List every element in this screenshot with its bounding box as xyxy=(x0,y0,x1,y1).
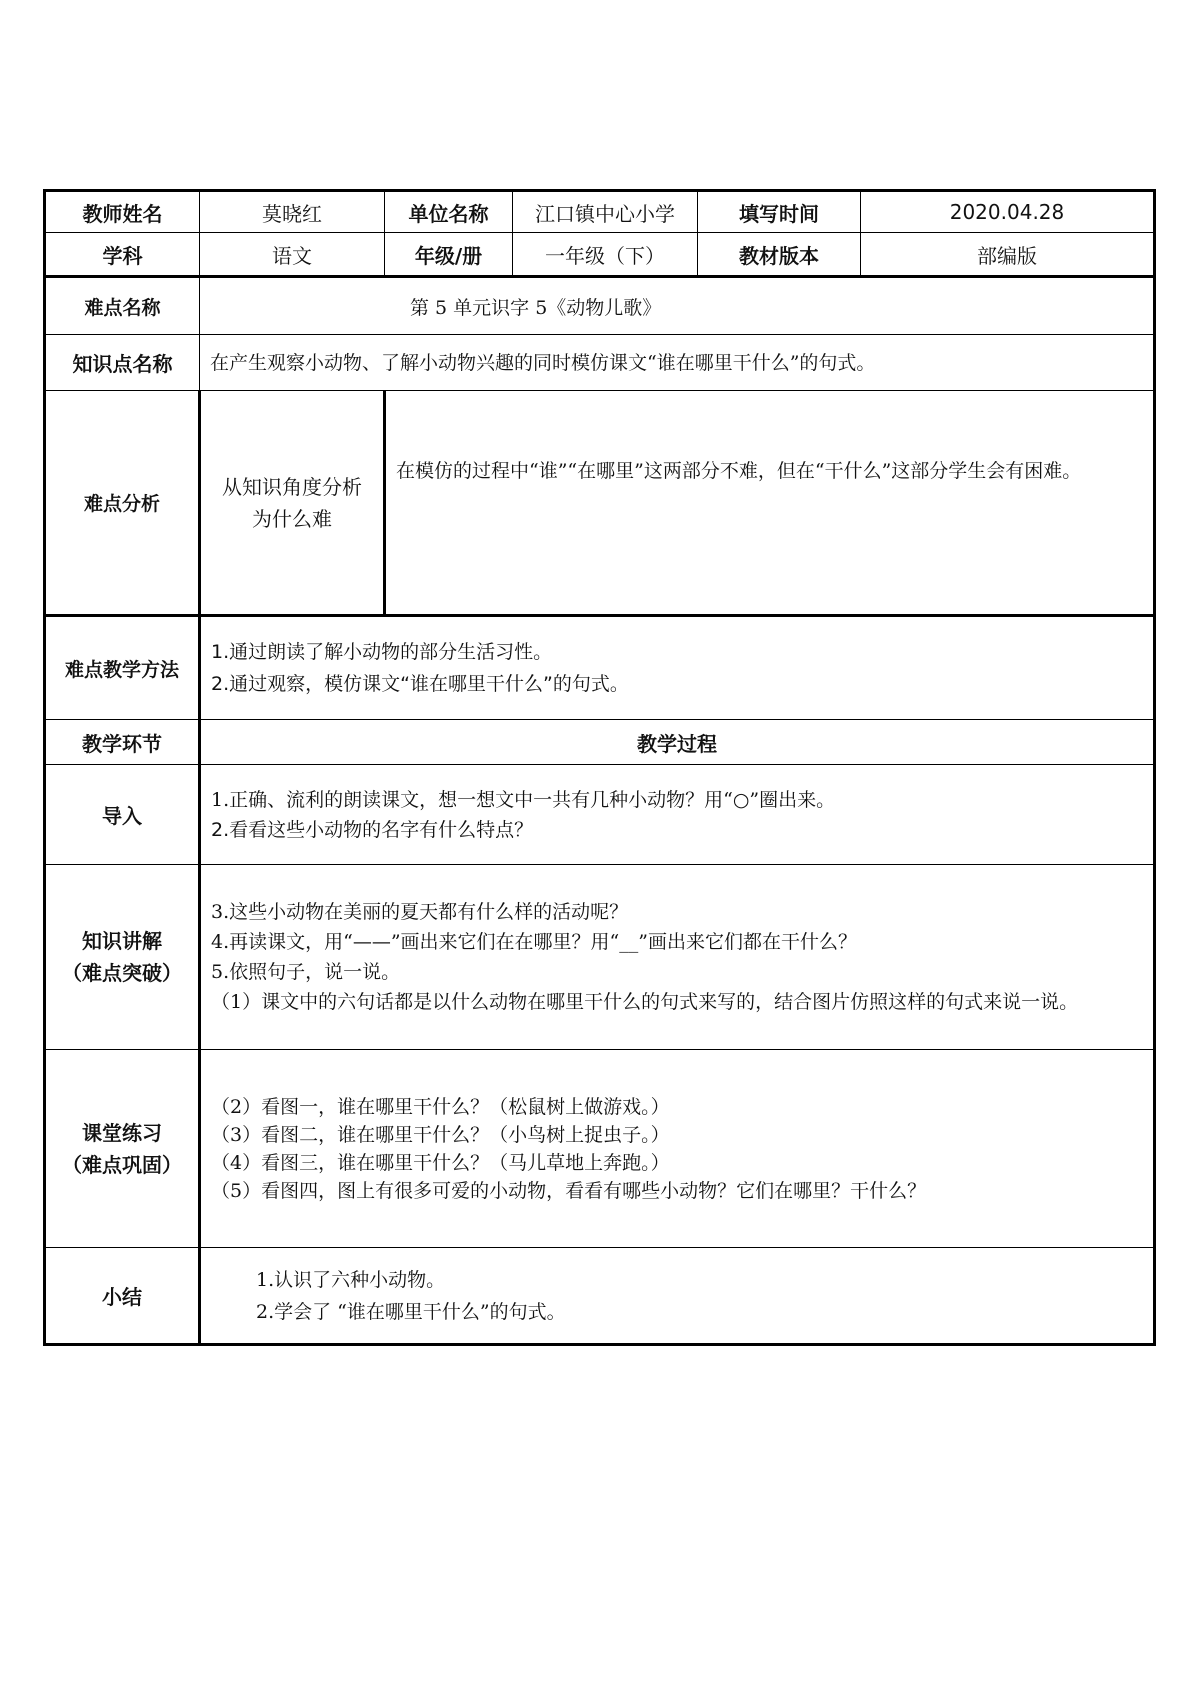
method-line-1: 1.通过朗读了解小动物的部分生活习性。 xyxy=(211,641,553,663)
analysis-label: 难点分析 xyxy=(45,391,200,616)
explain-row xyxy=(45,865,1155,1050)
teacher-value: 莫晓红 xyxy=(200,191,385,233)
intro-cell xyxy=(200,765,1155,865)
date-label: 填写时间 xyxy=(698,191,861,233)
summary-row xyxy=(45,1248,1155,1345)
method-row xyxy=(45,616,1155,720)
practice-label-1: 课堂练习 xyxy=(82,1120,162,1145)
knowledge-value: 在产生观察小动物、了解小动物兴趣的同时模仿课文“谁在哪里干什么”的句式。 xyxy=(200,335,1155,391)
unit-label: 单位名称 xyxy=(385,191,513,233)
explain-line-1: 3.这些小动物在美丽的夏天都有什么样的活动呢？ xyxy=(211,901,629,923)
teacher-label: 教师姓名 xyxy=(45,191,200,233)
method-line-2: 2.通过观察，模仿课文“谁在哪里干什么”的句式。 xyxy=(211,673,629,695)
section-label: 教学环节 xyxy=(45,720,200,765)
explain-label-2: （难点突破） xyxy=(62,961,182,985)
lesson-plan-table xyxy=(43,189,1156,1346)
knowledge-row xyxy=(45,335,1155,391)
analysis-sub-label: 从知识角度分析为什么难 xyxy=(200,391,385,616)
difficulty-name-row xyxy=(45,277,1155,335)
explain-label-1: 知识讲解 xyxy=(82,929,162,953)
summary-line-1: 1.认识了六种小动物。 xyxy=(256,1268,446,1291)
subject-value: 语文 xyxy=(200,233,385,277)
header-row-1 xyxy=(45,191,1155,233)
intro-line-1: 1.正确、流利的朗读课文，想一想文中一共有几种小动物？用“○”圈出来。 xyxy=(211,788,836,811)
practice-line-4: （5）看图四，图上有很多可爱的小动物，看看有哪些小动物？它们在哪里？干什么？ xyxy=(211,1179,927,1202)
difficulty-name-value: 第 5 单元识字 5《动物儿歌》 xyxy=(200,277,1155,335)
summary-cell xyxy=(200,1248,1155,1345)
method-cell xyxy=(200,616,1155,720)
practice-line-3: （4）看图三，谁在哪里干什么？（马儿草地上奔跑。） xyxy=(211,1151,670,1174)
practice-label-2: （难点巩固） xyxy=(62,1152,182,1177)
edition-value: 部编版 xyxy=(861,233,1155,277)
explain-cell xyxy=(200,865,1155,1050)
subject-label: 学科 xyxy=(45,233,200,277)
difficulty-name-label: 难点名称 xyxy=(45,277,200,335)
process-header-row xyxy=(45,720,1155,765)
grade-value: 一年级（下） xyxy=(513,233,698,277)
lesson-plan-sheet xyxy=(43,189,1153,1346)
summary-line-2: 2.学会了 “谁在哪里干什么”的句式。 xyxy=(256,1300,566,1323)
summary-label: 小结 xyxy=(45,1248,200,1345)
practice-cell xyxy=(200,1050,1155,1248)
explain-label xyxy=(45,865,200,1050)
practice-line-2: （3）看图二，谁在哪里干什么？（小鸟树上捉虫子。） xyxy=(211,1123,670,1146)
analysis-value: 在模仿的过程中“谁”“在哪里”这两部分不难，但在“干什么”这部分学生会有困难。 xyxy=(385,391,1155,616)
practice-row xyxy=(45,1050,1155,1248)
unit-value: 江口镇中心小学 xyxy=(513,191,698,233)
method-label: 难点教学方法 xyxy=(45,616,200,720)
date-value: 2020.04.28 xyxy=(861,191,1155,233)
practice-label xyxy=(45,1050,200,1248)
process-label: 教学过程 xyxy=(200,720,1155,765)
intro-row xyxy=(45,765,1155,865)
explain-line-2: 4.再读课文，用“——”画出来它们在在哪里？用“__”画出来它们都在干什么？ xyxy=(211,931,857,953)
header-row-2 xyxy=(45,233,1155,277)
analysis-row xyxy=(45,391,1155,616)
intro-label: 导入 xyxy=(45,765,200,865)
knowledge-label: 知识点名称 xyxy=(45,335,200,391)
practice-line-1: （2）看图一，谁在哪里干什么？（松鼠树上做游戏。） xyxy=(211,1095,670,1118)
explain-line-4: （1）课文中的六句话都是以什么动物在哪里干什么的句式来写的，结合图片仿照这样的句式来说一说。 xyxy=(211,991,1079,1013)
intro-line-2: 2.看看这些小动物的名字有什么特点？ xyxy=(211,818,534,841)
grade-label: 年级/册 xyxy=(385,233,513,277)
explain-line-3: 5.依照句子，说一说。 xyxy=(211,961,401,983)
edition-label: 教材版本 xyxy=(698,233,861,277)
